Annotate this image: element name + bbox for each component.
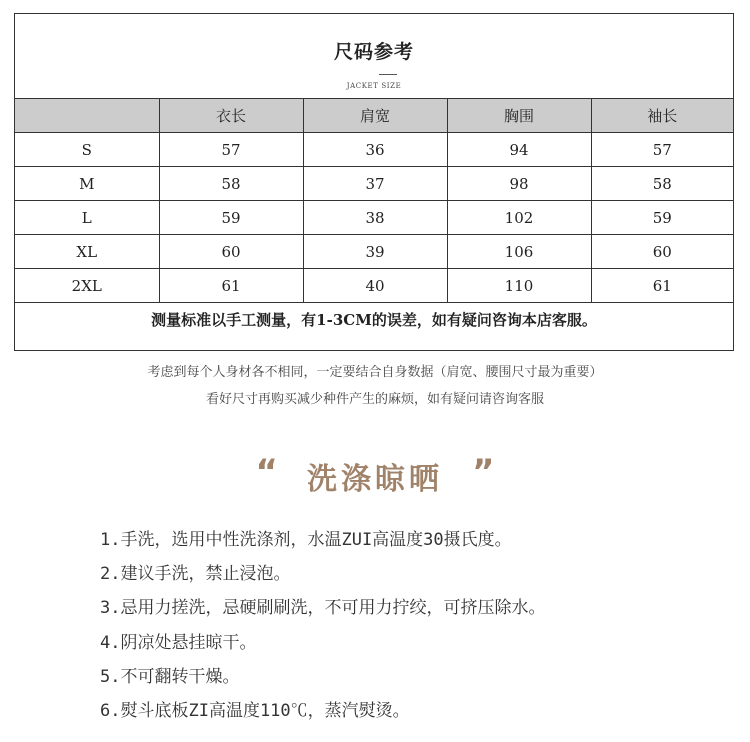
washing-heading: [0, 454, 750, 498]
size-chart-title: 尺码参考: [333, 41, 414, 63]
table-cell: 60: [159, 235, 303, 269]
list-item: 1.手洗，选用中性洗涤剂，水温ZUI高温度30摄氏度。: [100, 530, 512, 550]
list-item: 3.忌用力搓洗，忌硬刷刷洗，不可用力拧绞，可挤压除水。: [100, 598, 546, 619]
table-cell: 37: [303, 167, 447, 201]
table-cell: 110: [447, 269, 591, 303]
table-cell: 61: [159, 269, 303, 303]
table-cell: 36: [303, 133, 447, 167]
size-table: [15, 98, 733, 337]
header-cell-shoulder: 肩宽: [303, 99, 447, 133]
size-label: M: [15, 167, 159, 201]
list-item: 4.阴凉处悬挂晾干。: [100, 632, 257, 653]
table-cell: 61: [591, 269, 733, 303]
size-label: XL: [15, 235, 159, 269]
table-cell: 98: [447, 167, 591, 201]
table-cell: 58: [591, 167, 733, 201]
table-cell: 58: [159, 167, 303, 201]
open-quote-mark: “: [255, 452, 278, 492]
list-item: 6.熨斗底板ZI高温度110℃，蒸汽熨烫。: [100, 700, 410, 721]
table-note-row: [15, 303, 733, 337]
size-chart-subtitle: JACKET SIZE: [346, 82, 402, 90]
table-cell: 60: [591, 235, 733, 269]
hint-text-customer-service: 看好尺寸再购买减少种件产生的麻烦，如有疑问请咨询客服: [205, 392, 544, 407]
header-cell-blank: [15, 99, 159, 133]
list-item: 2.建议手洗，禁止浸泡。: [100, 564, 291, 585]
table-cell: 59: [159, 201, 303, 235]
size-label: 2XL: [15, 269, 159, 303]
table-cell: 57: [591, 133, 733, 167]
table-row: [15, 167, 733, 201]
title-divider: [379, 74, 397, 75]
measurement-note: 测量标准以手工测量，有1-3CM的误差，如有疑问咨询本店客服。: [15, 303, 733, 337]
table-cell: 39: [303, 235, 447, 269]
washing-title: 洗涤晾晒: [307, 462, 443, 497]
washing-instructions-list: [100, 523, 720, 728]
header-cell-sleeve: 袖长: [591, 99, 733, 133]
table-cell: 106: [447, 235, 591, 269]
table-header-row: [15, 99, 733, 133]
table-row: [15, 235, 733, 269]
table-row: [15, 133, 733, 167]
list-item: 5.不可翻转干燥。: [100, 666, 240, 687]
table-row: [15, 269, 733, 303]
table-cell: 94: [447, 133, 591, 167]
header-cell-chest: 胸围: [447, 99, 591, 133]
table-cell: 59: [591, 201, 733, 235]
table-cell: 57: [159, 133, 303, 167]
table-row: [15, 201, 733, 235]
hint-text-body-data: 考虑到每个人身材各不相同，一定要结合自身数据（肩宽、腰围尺寸最为重要）: [147, 365, 603, 380]
size-label: L: [15, 201, 159, 235]
close-quote-mark: ”: [472, 452, 495, 492]
size-chart: [14, 13, 734, 351]
table-cell: 102: [447, 201, 591, 235]
table-cell: 40: [303, 269, 447, 303]
header-cell-length: 衣长: [159, 99, 303, 133]
table-cell: 38: [303, 201, 447, 235]
size-label: S: [15, 133, 159, 167]
